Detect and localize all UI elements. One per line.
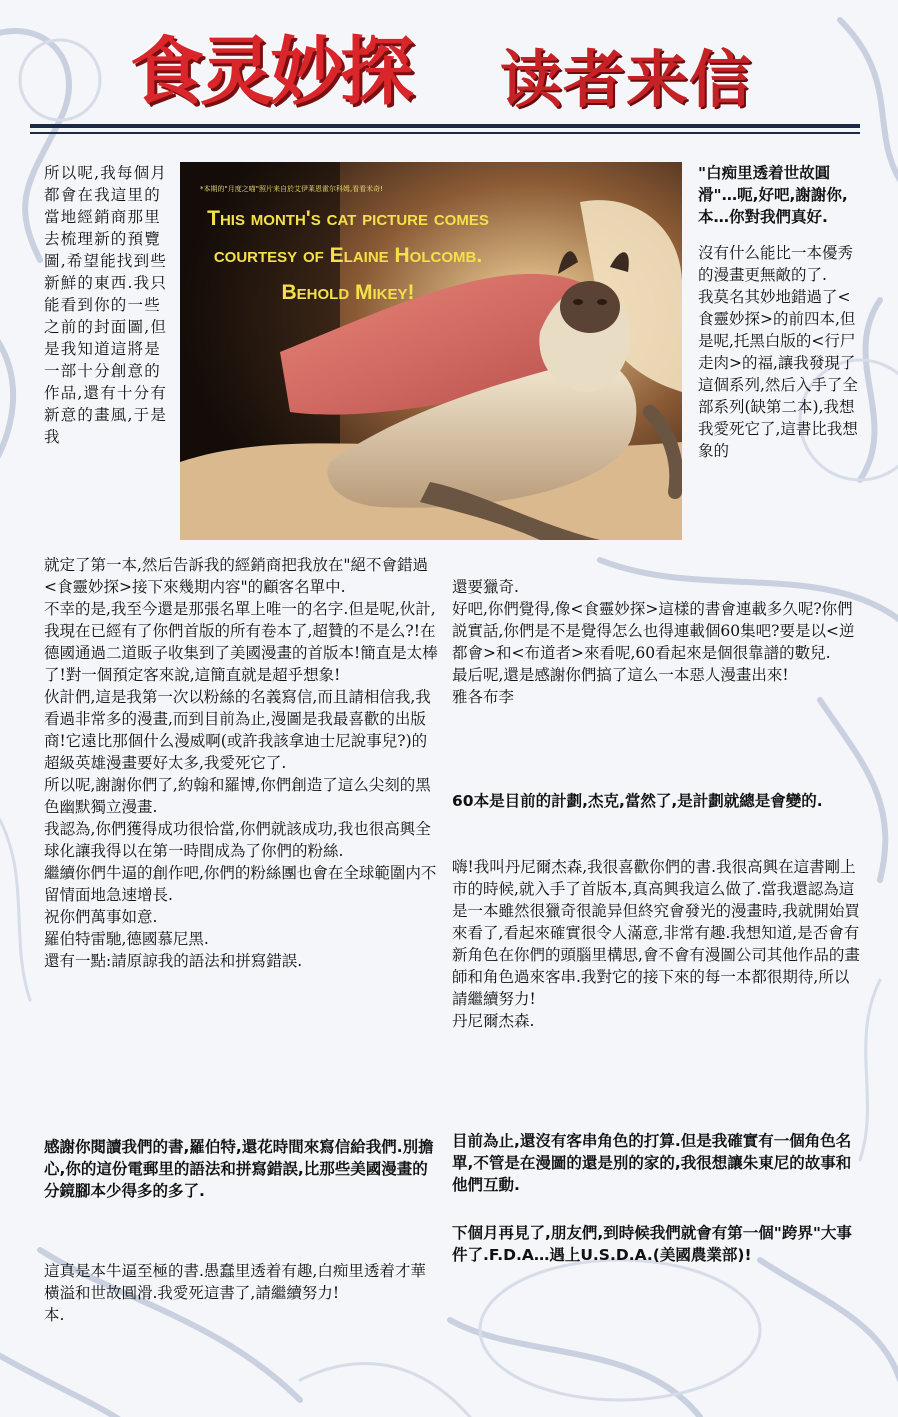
- editor-signoff-text: 下個月再見了,朋友們,到時候我們就會有第一個"跨界"大事件了.F.D.A…遇上U.S.D.A.(美國農業部)!: [452, 1224, 852, 1264]
- editor-signoff: [452, 1222, 862, 1266]
- letter2-opening-text: 沒有什么能比一本優秀的漫畫更無敵的了. 我莫名其妙地錯過了<食靈妙探>的前四本,但是呢,托黑白版的<行尸走肉>的福,讓我發現了這個系列,然后入手了全部系列(缺第二本),我想我愛死它了,這書比我想象的: [698, 244, 858, 460]
- letter1-paragraph: 伙計們,這是我第一次以粉絲的名義寫信,而且請相信我,我看過非常多的漫畫,而到目前為止,漫圖是我最喜歡的出版商!它遠比那個什么漫威啊(或許我該拿迪士尼說事兒?)的超級英雄漫畫要好太多,我愛死它了.: [44, 688, 431, 772]
- letter1-paragraph: 祝你們萬事如意.: [44, 908, 158, 926]
- letter-jake-paragraph: 最后呢,還是感謝你們搞了這么一本惡人漫畫出來!: [452, 666, 789, 684]
- header-rule-thin: [30, 132, 860, 134]
- photo-note: *本期的"月度之喵"照片来自於艾伊莱恩霍尔科姆,看看米奇!: [200, 185, 383, 193]
- editor-reply-text: 目前為止,還沒有客串角色的打算.但是我確實有一個角色名單,不管是在漫圖的還是別的家的,我很想讓朱東尼的故事和他們互動.: [452, 1132, 852, 1194]
- letter1-paragraph: 就定了第一本,然后告訴我的經銷商把我放在"絕不會錯過<食靈妙探>接下來幾期内容"的顧客名單中.: [44, 556, 429, 596]
- editor-reply-text: 60本是目前的計劃,杰克,當然了,是計劃就總是會變的.: [452, 792, 823, 810]
- letter-jake-paragraph: 好吧,你們覺得,像<食靈妙探>這樣的書會連載多久呢?你們説實話,你們是不是覺得怎么也得連載個60集吧?要是以<逆都會>和<布道者>來看呢,60看起來是個很靠譜的數兒.: [452, 600, 855, 662]
- letter3-quote-and-letter2-start: [698, 162, 858, 462]
- letter-ben-paragraph: 這真是本牛逼至極的書.愚蠢里透着有趣,白痴里透着才華橫溢和世故圓滑.我愛死這書了,請繼續努力!: [44, 1262, 426, 1302]
- letter-daniel-signature: 丹尼爾杰森.: [452, 1012, 535, 1030]
- letter1-opening-text: 所以呢,我每個月都會在我這里的當地經銷商那里去梳理新的預覽圖,希望能找到些新鮮的東西.我只能看到你的一些之前的封面圖,但是我知道這將是一部十分創意的作品,還有十分有新意的畫風,于是我: [44, 164, 168, 446]
- photo-caption: This month's cat picture comes courtesy of Elaine Holcomb. Behold Mikey!: [207, 207, 489, 304]
- header-rule-thick: [30, 124, 860, 128]
- editor-reply-robert: [44, 1136, 440, 1202]
- cat-photo: [180, 162, 682, 540]
- letter1-opening: [44, 162, 172, 448]
- letter-jake-body: [452, 576, 862, 708]
- letter1-paragraph: 不幸的是,我至今還是那張名單上唯一的名字.但是呢,伙計,我現在已經有了你們首版的所有卷本了,超贊的不是么?!在德國通過二道販子收集到了美國漫畫的首版本!簡直是太棒了!對一個預定客來說,這簡直就是超乎想象!: [44, 600, 438, 684]
- letter-daniel-paragraph: 嗨!我叫丹尼爾杰森,我很喜歡你們的書.我很高興在這書剛上市的時候,就入手了首版本,真高興我這么做了.當我還認為這是一本雖然很獵奇很詭异但終究會發光的漫畫時,我就開始買來看了,看起來確實很令人滿意,非常有趣.我想知道,是否會有新角色在你們的頭腦里構思,會不會有漫圖公司其他作品的畫師和角色過來客串.我對它的接下來的每一本都很期待,所以請繼續努力!: [452, 858, 860, 1008]
- comic-title: 食灵妙探: [130, 29, 410, 115]
- letter1-postscript: 還有一點:請原諒我的語法和拼寫錯誤.: [44, 952, 303, 970]
- reply-quote: "白痴里透着世故圓滑"…呃,好吧,謝謝你,本…你對我們真好.: [698, 164, 848, 226]
- letter-ben: [44, 1260, 440, 1326]
- letter1-body: [44, 554, 440, 972]
- letter-daniel: [452, 856, 862, 1032]
- editor-reply-jake: [452, 790, 862, 812]
- page-header: [130, 22, 790, 122]
- letter1-signature: 羅伯特雷馳,德國慕尼黑.: [44, 930, 209, 948]
- editor-reply-daniel: [452, 1130, 862, 1196]
- letter1-paragraph: 我認為,你們獲得成功很恰當,你們就該成功,我也很高興全球化讓我得以在第一時間成為了你們的粉絲.: [44, 820, 431, 860]
- letter-ben-signature: 本.: [44, 1306, 65, 1324]
- editor-reply-text: 感謝你閱讀我們的書,羅伯特,還花時間來寫信給我們.別擔心,你的這份電郵里的語法和拼寫錯誤,比那些美國漫畫的分鏡腳本少得多的多了.: [44, 1138, 434, 1200]
- letter1-paragraph: 所以呢,謝謝你們了,約翰和羅博,你們創造了這么尖刻的黑色幽默獨立漫畫.: [44, 776, 431, 816]
- section-title: 读者来信: [500, 43, 753, 116]
- letter-jake-signature: 雅各布李: [452, 688, 515, 706]
- letter1-paragraph: 繼續你們牛逼的創作吧,你們的粉絲團也會在全球範圍内不留情面地急速增長.: [44, 864, 437, 904]
- letter-jake-paragraph: 還要獵奇.: [452, 578, 519, 596]
